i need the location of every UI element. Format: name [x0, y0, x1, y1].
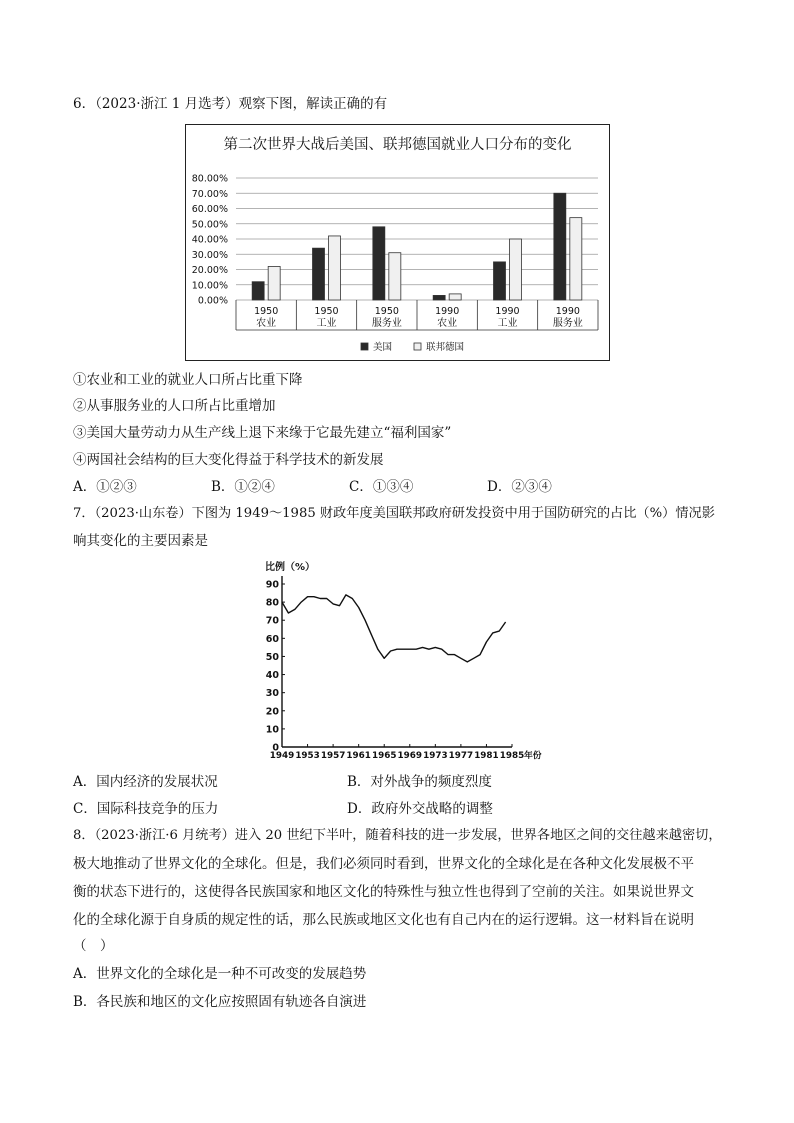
x-tick-sector: 农业	[256, 318, 277, 329]
bar-chart-title: 第二次世界大战后美国、联邦德国就业人口分布的变化	[223, 137, 572, 153]
q8-stem-line-1: 8．（2023·浙江·6 月统考）进入 20 世纪下半叶，随着科技的进一步发展，世界各地区之间的交往越来越密切，	[73, 828, 722, 843]
bar	[449, 294, 461, 300]
employment-bar-chart	[185, 124, 610, 361]
y-tick-label: 80	[265, 597, 279, 609]
q8-blank: （ ）	[73, 938, 114, 954]
q8-stem-line-3: 衡的状态下进行的，这使得各民族国家和地区文化的特殊性与独立性也得到了空前的关注。如果说世界文	[73, 884, 694, 900]
x-tick-year: 1990	[435, 306, 460, 317]
q6-statement-2: ②从事服务业的人口所占比重增加	[73, 398, 276, 414]
y-tick-label: 60.00%	[191, 204, 228, 215]
legend-label: 美国	[373, 342, 393, 353]
x-tick-year: 1950	[374, 306, 399, 317]
y-tick-label: 50	[265, 651, 279, 663]
x-tick-label: 1961	[346, 751, 371, 761]
x-tick-year: 1950	[314, 306, 339, 317]
line-chart-svg	[262, 558, 542, 768]
y-tick-label: 40	[265, 670, 279, 682]
q6-option-c: C．①③④	[349, 479, 414, 495]
x-tick-year: 1990	[555, 306, 580, 317]
x-tick-label: 1969	[397, 751, 423, 761]
bar-chart-svg	[186, 125, 609, 360]
y-tick-label: 90	[265, 579, 279, 591]
x-tick-label: 1953	[295, 751, 320, 761]
q7-option-b: B．对外战争的频度烈度	[347, 774, 492, 790]
x-tick-label: 1985	[499, 751, 525, 761]
legend-swatch	[414, 343, 421, 350]
defense-rd-line-chart	[262, 558, 542, 768]
q6-statement-1: ①农业和工业的就业人口所占比重下降	[73, 372, 303, 388]
q6-statement-3: ③美国大量劳动力从生产线上退下来缘于它最先建立“福利国家”	[73, 425, 452, 441]
y-tick-label: 20	[265, 706, 279, 718]
x-axis-label: 年份	[524, 751, 542, 761]
x-tick-label: 1973	[423, 751, 448, 761]
bar	[494, 262, 506, 300]
y-tick-label: 80.00%	[191, 173, 228, 185]
y-tick-label: 10.00%	[191, 280, 228, 292]
x-tick-label: 1965	[371, 751, 397, 761]
bar	[510, 239, 522, 300]
x-tick-sector: 工业	[497, 318, 518, 329]
q7-option-c: C．国际科技竞争的压力	[73, 801, 219, 817]
legend-swatch	[361, 343, 368, 350]
y-tick-label: 10	[265, 724, 279, 736]
x-tick-sector: 服务业	[371, 318, 402, 329]
x-tick-label: 1949	[269, 751, 295, 761]
y-tick-label: 0.00%	[197, 295, 228, 307]
y-tick-label: 30	[265, 688, 279, 700]
y-tick-label: 0	[272, 742, 279, 754]
bar	[389, 253, 401, 300]
q8-option-b: B．各民族和地区的文化应按照固有轨迹各自演进	[73, 994, 367, 1010]
x-tick-sector: 服务业	[552, 318, 583, 329]
bar	[433, 295, 445, 300]
y-tick-label: 20.00%	[191, 265, 228, 276]
series-line	[282, 595, 506, 662]
q7-option-a: A．国内经济的发展状况	[73, 774, 218, 790]
bar	[252, 282, 264, 300]
legend-label: 联邦德国	[426, 342, 465, 353]
bar	[554, 193, 566, 300]
x-tick-sector: 农业	[437, 318, 458, 329]
bar	[268, 266, 280, 300]
q8-stem-line-2: 极大地推动了世界文化的全球化。但是，我们必须同时看到，世界文化的全球化是在各种文化发展极不平	[73, 856, 694, 872]
q7-stem-line-2: 响其变化的主要因素是	[73, 533, 208, 549]
q6-statement-4: ④两国社会结构的巨大变化得益于科学技术的新发展	[73, 452, 384, 468]
x-tick-sector: 工业	[316, 318, 337, 329]
x-tick-year: 1950	[254, 306, 279, 317]
q6-option-d: D．②③④	[487, 479, 552, 495]
q6-option-b: B．①②④	[211, 479, 275, 495]
q7-stem-line-1: 7．（2023·山东卷）下图为 1949～1985 财政年度美国联邦政府研发投资中用于国防研究的占比（%）情况影	[73, 506, 715, 521]
q8-stem-line-4: 化的全球化源于自身质的规定性的话，那么民族或地区文化也有自己内在的运行逻辑。这一材料旨在说明	[73, 912, 694, 928]
y-tick-label: 30.00%	[191, 249, 228, 261]
x-tick-label: 1981	[474, 751, 499, 761]
y-tick-label: 70	[265, 615, 279, 627]
q8-option-a: A．世界文化的全球化是一种不可改变的发展趋势	[73, 966, 367, 982]
bar	[373, 227, 385, 300]
bar	[313, 248, 325, 300]
x-tick-label: 1977	[448, 751, 474, 761]
x-tick-label: 1957	[320, 751, 346, 761]
x-tick-year: 1990	[495, 306, 520, 317]
bar	[329, 236, 341, 300]
bar	[570, 218, 582, 300]
q6-option-a: A．①②③	[73, 479, 137, 495]
y-tick-label: 60	[265, 633, 279, 645]
y-tick-label: 50.00%	[191, 219, 228, 231]
y-tick-label: 70.00%	[191, 188, 228, 200]
q7-option-d: D．政府外交战略的调整	[347, 801, 493, 817]
y-tick-label: 40.00%	[191, 234, 228, 246]
q6-stem: 6．（2023·浙江 1 月选考）观察下图，解读正确的有	[73, 96, 388, 112]
y-axis-label: 比例（%）	[265, 562, 316, 573]
